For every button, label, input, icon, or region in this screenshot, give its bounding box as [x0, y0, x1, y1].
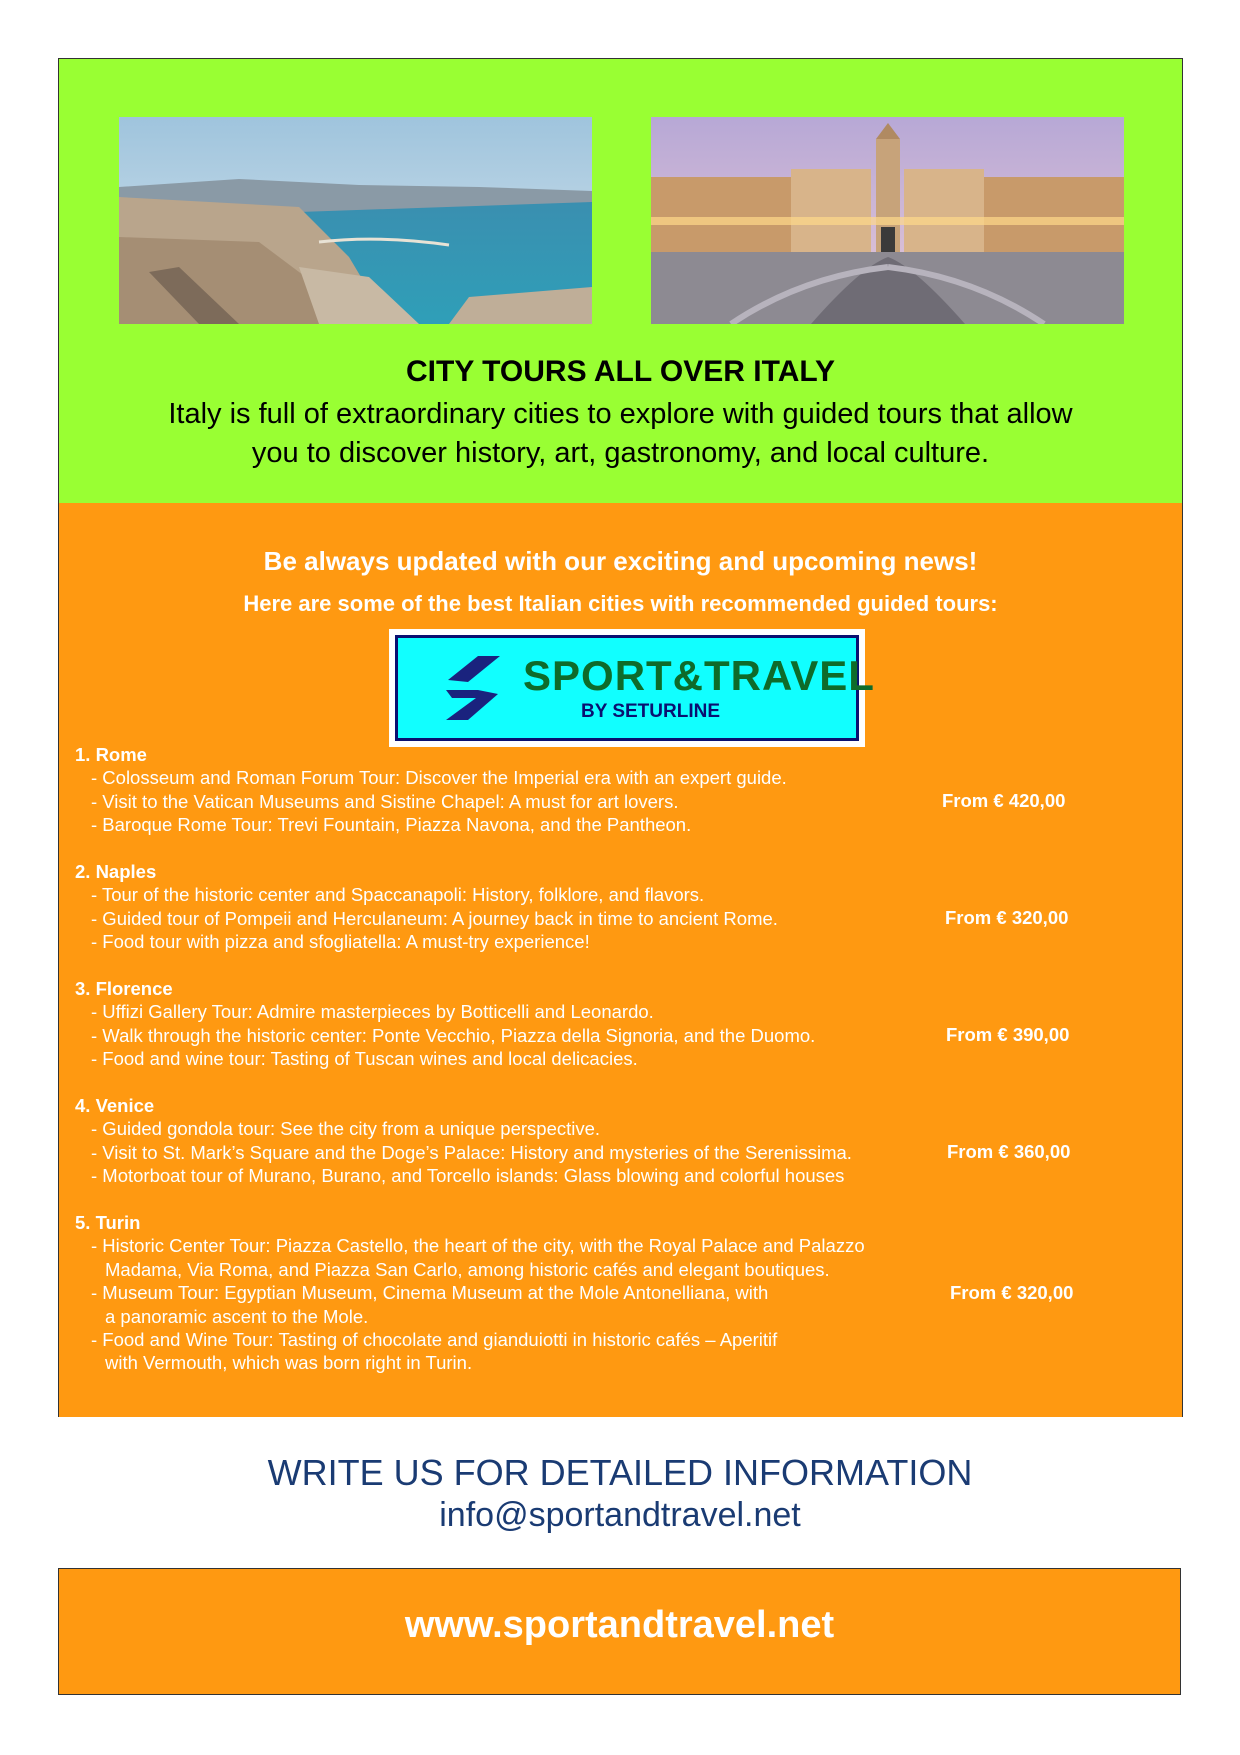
logo-subtitle: BY SETURLINE — [581, 701, 721, 722]
tour-item — [75, 1234, 1165, 1281]
sport-travel-logo — [389, 629, 875, 747]
tours-band — [58, 503, 1183, 1417]
intro-text — [79, 395, 1162, 473]
contact-email-link[interactable]: info@sportandtravel.net — [439, 1496, 801, 1534]
logo-name: SPORT&TRAVEL — [523, 652, 875, 699]
tour-item: - Motorboat tour of Murano, Burano, and Torcello islands: Glass blowing and colorful houses — [91, 1165, 845, 1187]
tour-line: Madama, Via Roma, and Piazza San Carlo, among historic cafés and elegant boutiques. — [105, 1258, 830, 1280]
news-headline: Be always updated with our exciting and upcoming news! — [263, 546, 978, 576]
price-venice: From € 360,00 — [947, 1141, 1071, 1162]
contact-cta: WRITE US FOR DETAILED INFORMATION — [267, 1452, 973, 1493]
tour-item: - Uffizi Gallery Tour: Admire masterpieces by Botticelli and Leonardo. — [91, 1001, 654, 1023]
city-name: 2. Naples — [75, 861, 157, 882]
city-name: 5. Turin — [75, 1212, 141, 1233]
price-florence: From € 390,00 — [946, 1024, 1070, 1045]
tour-line: with Vermouth, which was born right in Turin. — [105, 1352, 473, 1374]
price-naples: From € 320,00 — [945, 907, 1069, 928]
price-rome: From € 420,00 — [942, 790, 1066, 811]
tour-item: - Visit to the Vatican Museums and Sistine Chapel: A must for art lovers. — [91, 790, 679, 812]
tour-line: - Museum Tour: Egyptian Museum, Cinema Museum at the Mole Antonelliana, with — [91, 1282, 769, 1304]
tour-item: - Walk through the historic center: Ponte Vecchio, Piazza della Signoria, and the Duomo. — [91, 1024, 816, 1046]
intro-line: you to discover history, art, gastronomy, and local culture. — [251, 437, 990, 469]
tour-item: - Visit to St. Mark’s Square and the Doge’s Palace: History and mysteries of the Serenissima. — [91, 1141, 852, 1163]
tour-item — [75, 1328, 1165, 1375]
logo-panel — [395, 635, 875, 741]
turin-square-photo — [651, 117, 1124, 324]
intro-line: Italy is full of extraordinary cities to explore with guided tours that allow — [168, 398, 1073, 430]
tour-item: - Food and wine tour: Tasting of Tuscan wines and local delicacies. — [91, 1048, 638, 1070]
header-band — [58, 58, 1183, 504]
tour-line: a panoramic ascent to the Mole. — [105, 1305, 369, 1327]
footer-band — [58, 1568, 1181, 1695]
tour-line: - Historic Center Tour: Piazza Castello, the heart of the city, with the Royal Palace and Palazzo — [91, 1235, 865, 1257]
logo-s-icon — [438, 650, 508, 726]
city-name: 4. Venice — [75, 1095, 155, 1116]
tour-item: - Guided gondola tour: See the city from a unique perspective. — [91, 1118, 601, 1140]
tour-item: - Tour of the historic center and Spaccanapoli: History, folklore, and flavors. — [91, 884, 705, 906]
website-link[interactable]: www.sportandtravel.net — [404, 1604, 835, 1646]
city-name: 1. Rome — [75, 744, 147, 765]
news-subheadline: Here are some of the best Italian cities with recommended guided tours: — [243, 591, 998, 616]
tour-item: - Food tour with pizza and sfogliatella: A must-try experience! — [91, 931, 590, 953]
price-turin: From € 320,00 — [950, 1282, 1074, 1303]
tour-item: - Baroque Rome Tour: Trevi Fountain, Piazza Navona, and the Pantheon. — [91, 814, 692, 836]
naples-coast-photo — [119, 117, 592, 324]
tour-item: - Colosseum and Roman Forum Tour: Discover the Imperial era with an expert guide. — [91, 767, 787, 789]
tour-line: - Food and Wine Tour: Tasting of chocolate and gianduiotti in historic cafés – Aperitif — [91, 1329, 778, 1351]
page-title: CITY TOURS ALL OVER ITALY — [406, 355, 835, 388]
city-name: 3. Florence — [75, 978, 173, 999]
tour-item: - Guided tour of Pompeii and Herculaneum: A journey back in time to ancient Rome. — [91, 907, 778, 929]
